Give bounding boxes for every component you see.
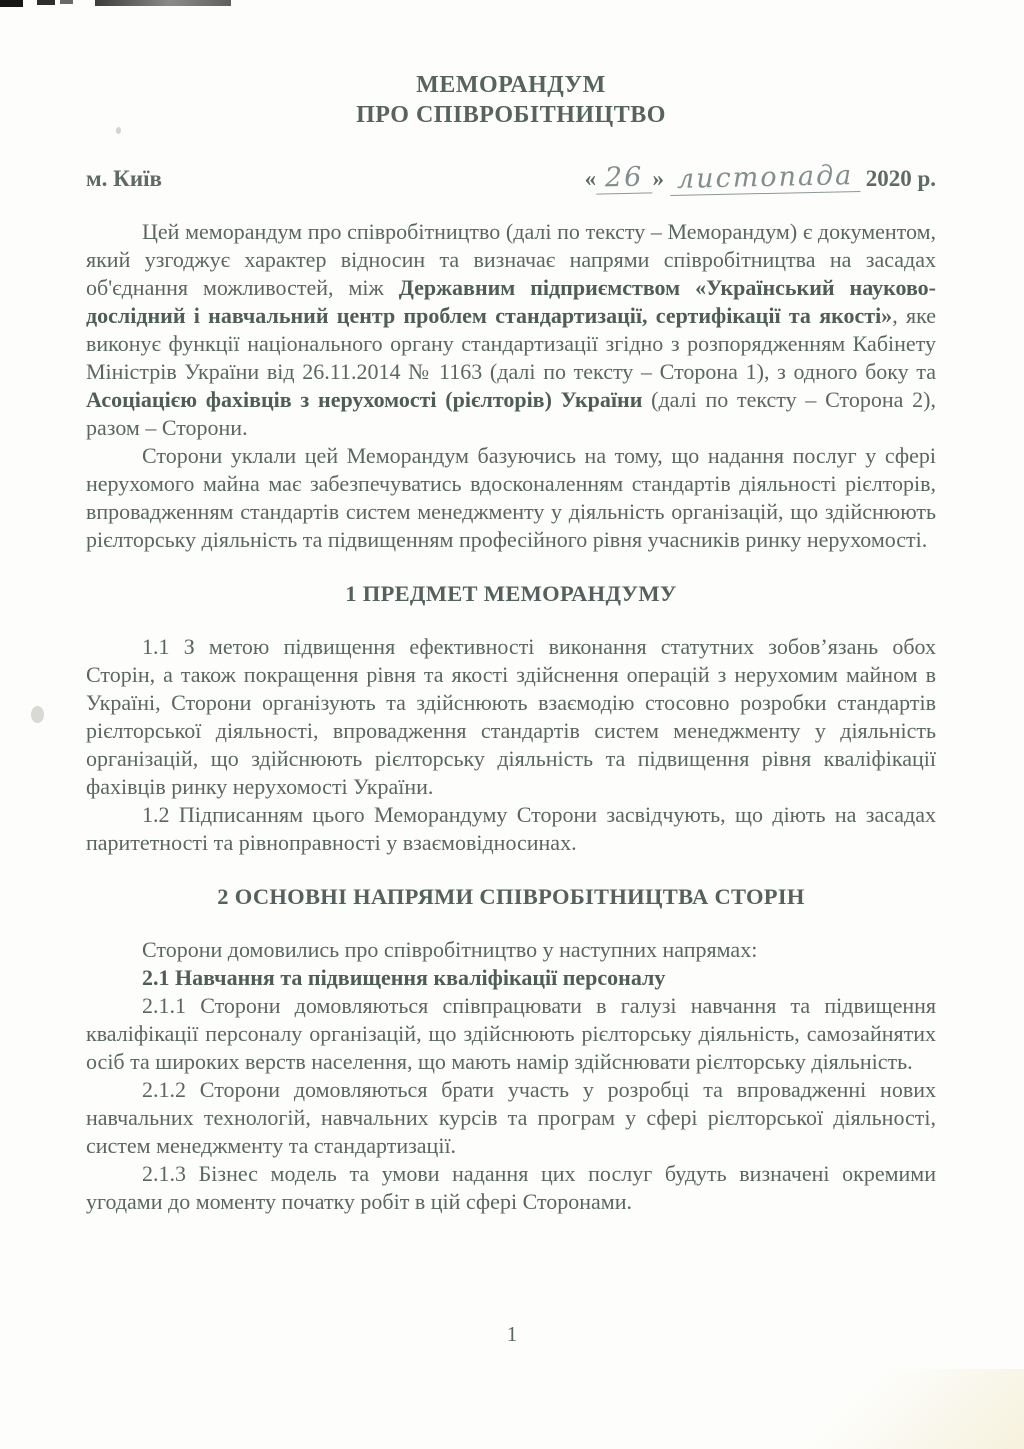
document-title-line1: МЕМОРАНДУМ <box>416 72 606 98</box>
document-title-line2: ПРО СПІВРОБІТНИЦТВО <box>356 102 666 128</box>
date-close-quote: » <box>652 166 664 191</box>
paragraph: 2.1.2 Сторони домовляються брати участь у розробці та впровадженні нових навчальних технологій, навчальних курсів та програм у сфері рієлторської діяльності, систем менеджменту та стандартизації. <box>86 1077 936 1158</box>
scan-artifact-speck <box>31 706 44 723</box>
paragraph: 2.1.1 Сторони домовляються співпрацювати в галузі навчання та підвищення кваліфікації персоналу організацій, що здійснюють рієлторську діяльність, самозайнятих осіб та широких верств населення, що мають намір здійснювати рієлторську діяльність. <box>86 993 936 1074</box>
scan-corner-tint <box>764 1369 1024 1449</box>
scan-artifact-bar <box>60 0 73 4</box>
date-open-quote: « <box>584 166 597 191</box>
scan-artifact-bar <box>0 0 23 7</box>
date-year: 2020 р. <box>865 166 936 191</box>
document-date <box>585 162 936 194</box>
handwritten-day: 26 <box>596 161 653 194</box>
paragraph: 2.1.3 Бізнес модель та умови надання цих послуг будуть визначені окремими угодами до моменту початку робіт в цій сфері Сторонами. <box>86 1161 936 1214</box>
paragraph: Сторони домовились про співробітництво у наступних напрямах: <box>142 937 758 962</box>
clause-subheading: 2.1 Навчання та підвищення кваліфікації персоналу <box>142 965 666 990</box>
document-body <box>86 218 936 1216</box>
scan-artifact-bar <box>95 0 231 6</box>
paragraph: 1.1 З метою підвищення ефективності виконання статутних зобов’язань обох Сторін, а також покращення рівня та якості здійснення операцій з нерухомим майном в Україні, Сторони організують та здійснюють взаємодію стосовно розробки стандартів рієлторської діяльності, впровадження стандартів систем менеджменту у діяльність організацій, що здійснюють рієлторську діяльність та підвищення рівня кваліфікації фахівців ринку нерухомості України. <box>86 634 936 799</box>
paragraph: 1.2 Підписанням цього Меморандуму Сторони засвідчують, що діють на засадах паритетності та рівноправності у взаємовідносинах. <box>86 802 936 855</box>
document-title <box>86 0 936 130</box>
section-heading: 1 ПРЕДМЕТ МЕМОРАНДУМУ <box>345 581 677 606</box>
document-place: м. Київ <box>86 166 162 191</box>
paragraph: Сторони уклали цей Меморандум базуючись на тому, що надання послуг у сфері нерухомого майна має забезпечуватись вдосконаленням стандартів діяльності рієлторів, впровадженням стандартів систем менеджменту у діяльність організацій, що здійснюють рієлторську діяльність та підвищенням професійного рівня учасників ринку нерухомості. <box>86 443 936 552</box>
page-number: 1 <box>506 1322 518 1346</box>
scan-artifact-bar <box>37 0 55 5</box>
paragraph: Цей меморандум про співробітництво (далі по тексту – Меморандум) є документом, який узгоджує характер відносин та визначає напрями співробітництва на засадах об'єднання можливостей, між Державним підприємством «Український науково-дослідний і навчальний центр проблем стандартизації, сертифікації та якості», яке виконує функції національного органу стандартизації згідно з розпорядженням Кабінету Міністрів України від 26.11.2014 № 1163 (далі по тексту – Сторона 1), з одного боку та Асоціацією фахівців з нерухомості (рієлторів) України (далі по тексту – Сторона 2), разом – Сторони. <box>86 219 936 440</box>
section-heading: 2 ОСНОВНІ НАПРЯМИ СПІВРОБІТНИЦТВА СТОРІН <box>217 884 805 909</box>
place-date-row <box>86 162 936 194</box>
handwritten-month: листопада <box>669 160 860 196</box>
